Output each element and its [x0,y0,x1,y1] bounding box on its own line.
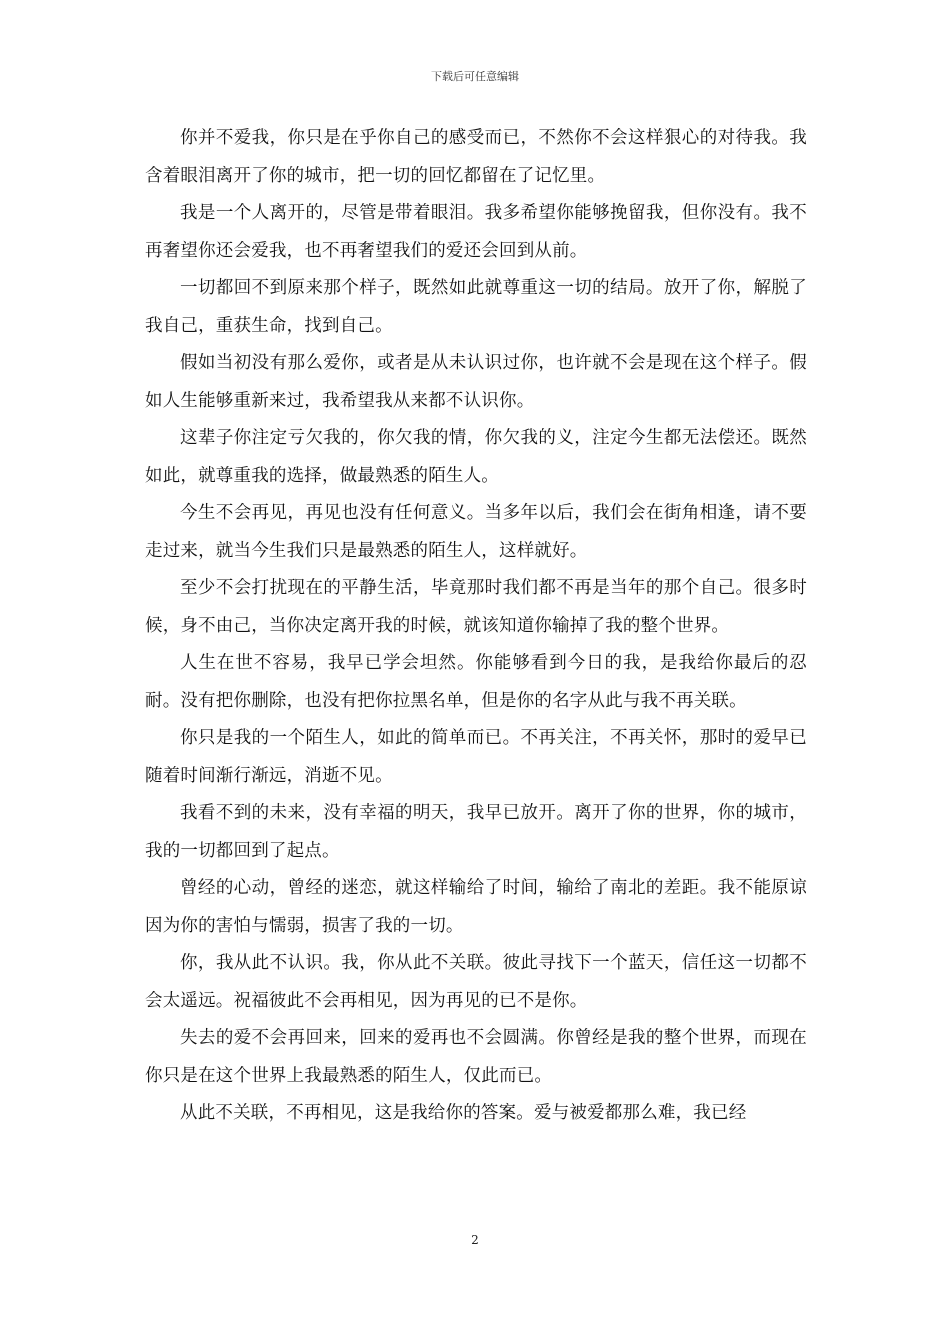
paragraph: 我是一个人离开的，尽管是带着眼泪。我多希望你能够挽留我，但你没有。我不再奢望你还会爱我，也不再奢望我们的爱还会回到从前。 [145,203,807,261]
paragraph: 你，我从此不认识。我，你从此不关联。彼此寻找下一个蓝天，信任这一切都不会太遥远。祝福彼此不会再相见，因为再见的已不是你。 [145,953,807,1011]
paragraph: 今生不会再见，再见也没有任何意义。当多年以后，我们会在街角相逢，请不要走过来，就当今生我们只是最熟悉的陌生人，这样就好。 [145,503,807,561]
paragraph: 从此不关联，不再相见，这是我给你的答案。爱与被爱都那么难，我已经 [180,1103,747,1123]
page-number: 2 [471,1233,479,1247]
paragraph: 一切都回不到原来那个样子，既然如此就尊重这一切的结局。放开了你，解脱了我自己，重获生命，找到自己。 [145,278,807,336]
paragraph: 曾经的心动，曾经的迷恋，就这样输给了时间，输给了南北的差距。我不能原谅因为你的害怕与懦弱，损害了我的一切。 [145,878,807,936]
paragraph: 失去的爱不会再回来，回来的爱再也不会圆满。你曾经是我的整个世界，而现在你只是在这个世界上我最熟悉的陌生人，仅此而已。 [145,1028,807,1086]
paragraph: 我看不到的未来，没有幸福的明天，我早已放开。离开了你的世界，你的城市，我的一切都回到了起点。 [145,803,807,861]
paragraph: 至少不会打扰现在的平静生活，毕竟那时我们都不再是当年的那个自己。很多时候，身不由己，当你决定离开我的时候，就该知道你输掉了我的整个世界。 [145,578,807,636]
paragraph: 你只是我的一个陌生人，如此的简单而已。不再关注，不再关怀，那时的爱早已随着时间渐行渐远，消逝不见。 [145,728,807,786]
paragraph: 你并不爱我，你只是在乎你自己的感受而已，不然你不会这样狠心的对待我。我含着眼泪离开了你的城市，把一切的回忆都留在了记忆里。 [145,128,807,186]
document-body [145,120,807,1133]
paragraph: 假如当初没有那么爱你，或者是从未认识过你，也许就不会是现在这个样子。假如人生能够重新来过，我希望我从来都不认识你。 [145,353,807,411]
paragraph: 人生在世不容易，我早已学会坦然。你能够看到今日的我，是我给你最后的忍耐。没有把你删除，也没有把你拉黑名单，但是你的名字从此与我不再关联。 [145,653,807,711]
page-header: 下载后可任意编辑 [431,70,519,83]
paragraph: 这辈子你注定亏欠我的，你欠我的情，你欠我的义，注定今生都无法偿还。既然如此，就尊重我的选择，做最熟悉的陌生人。 [145,428,807,486]
